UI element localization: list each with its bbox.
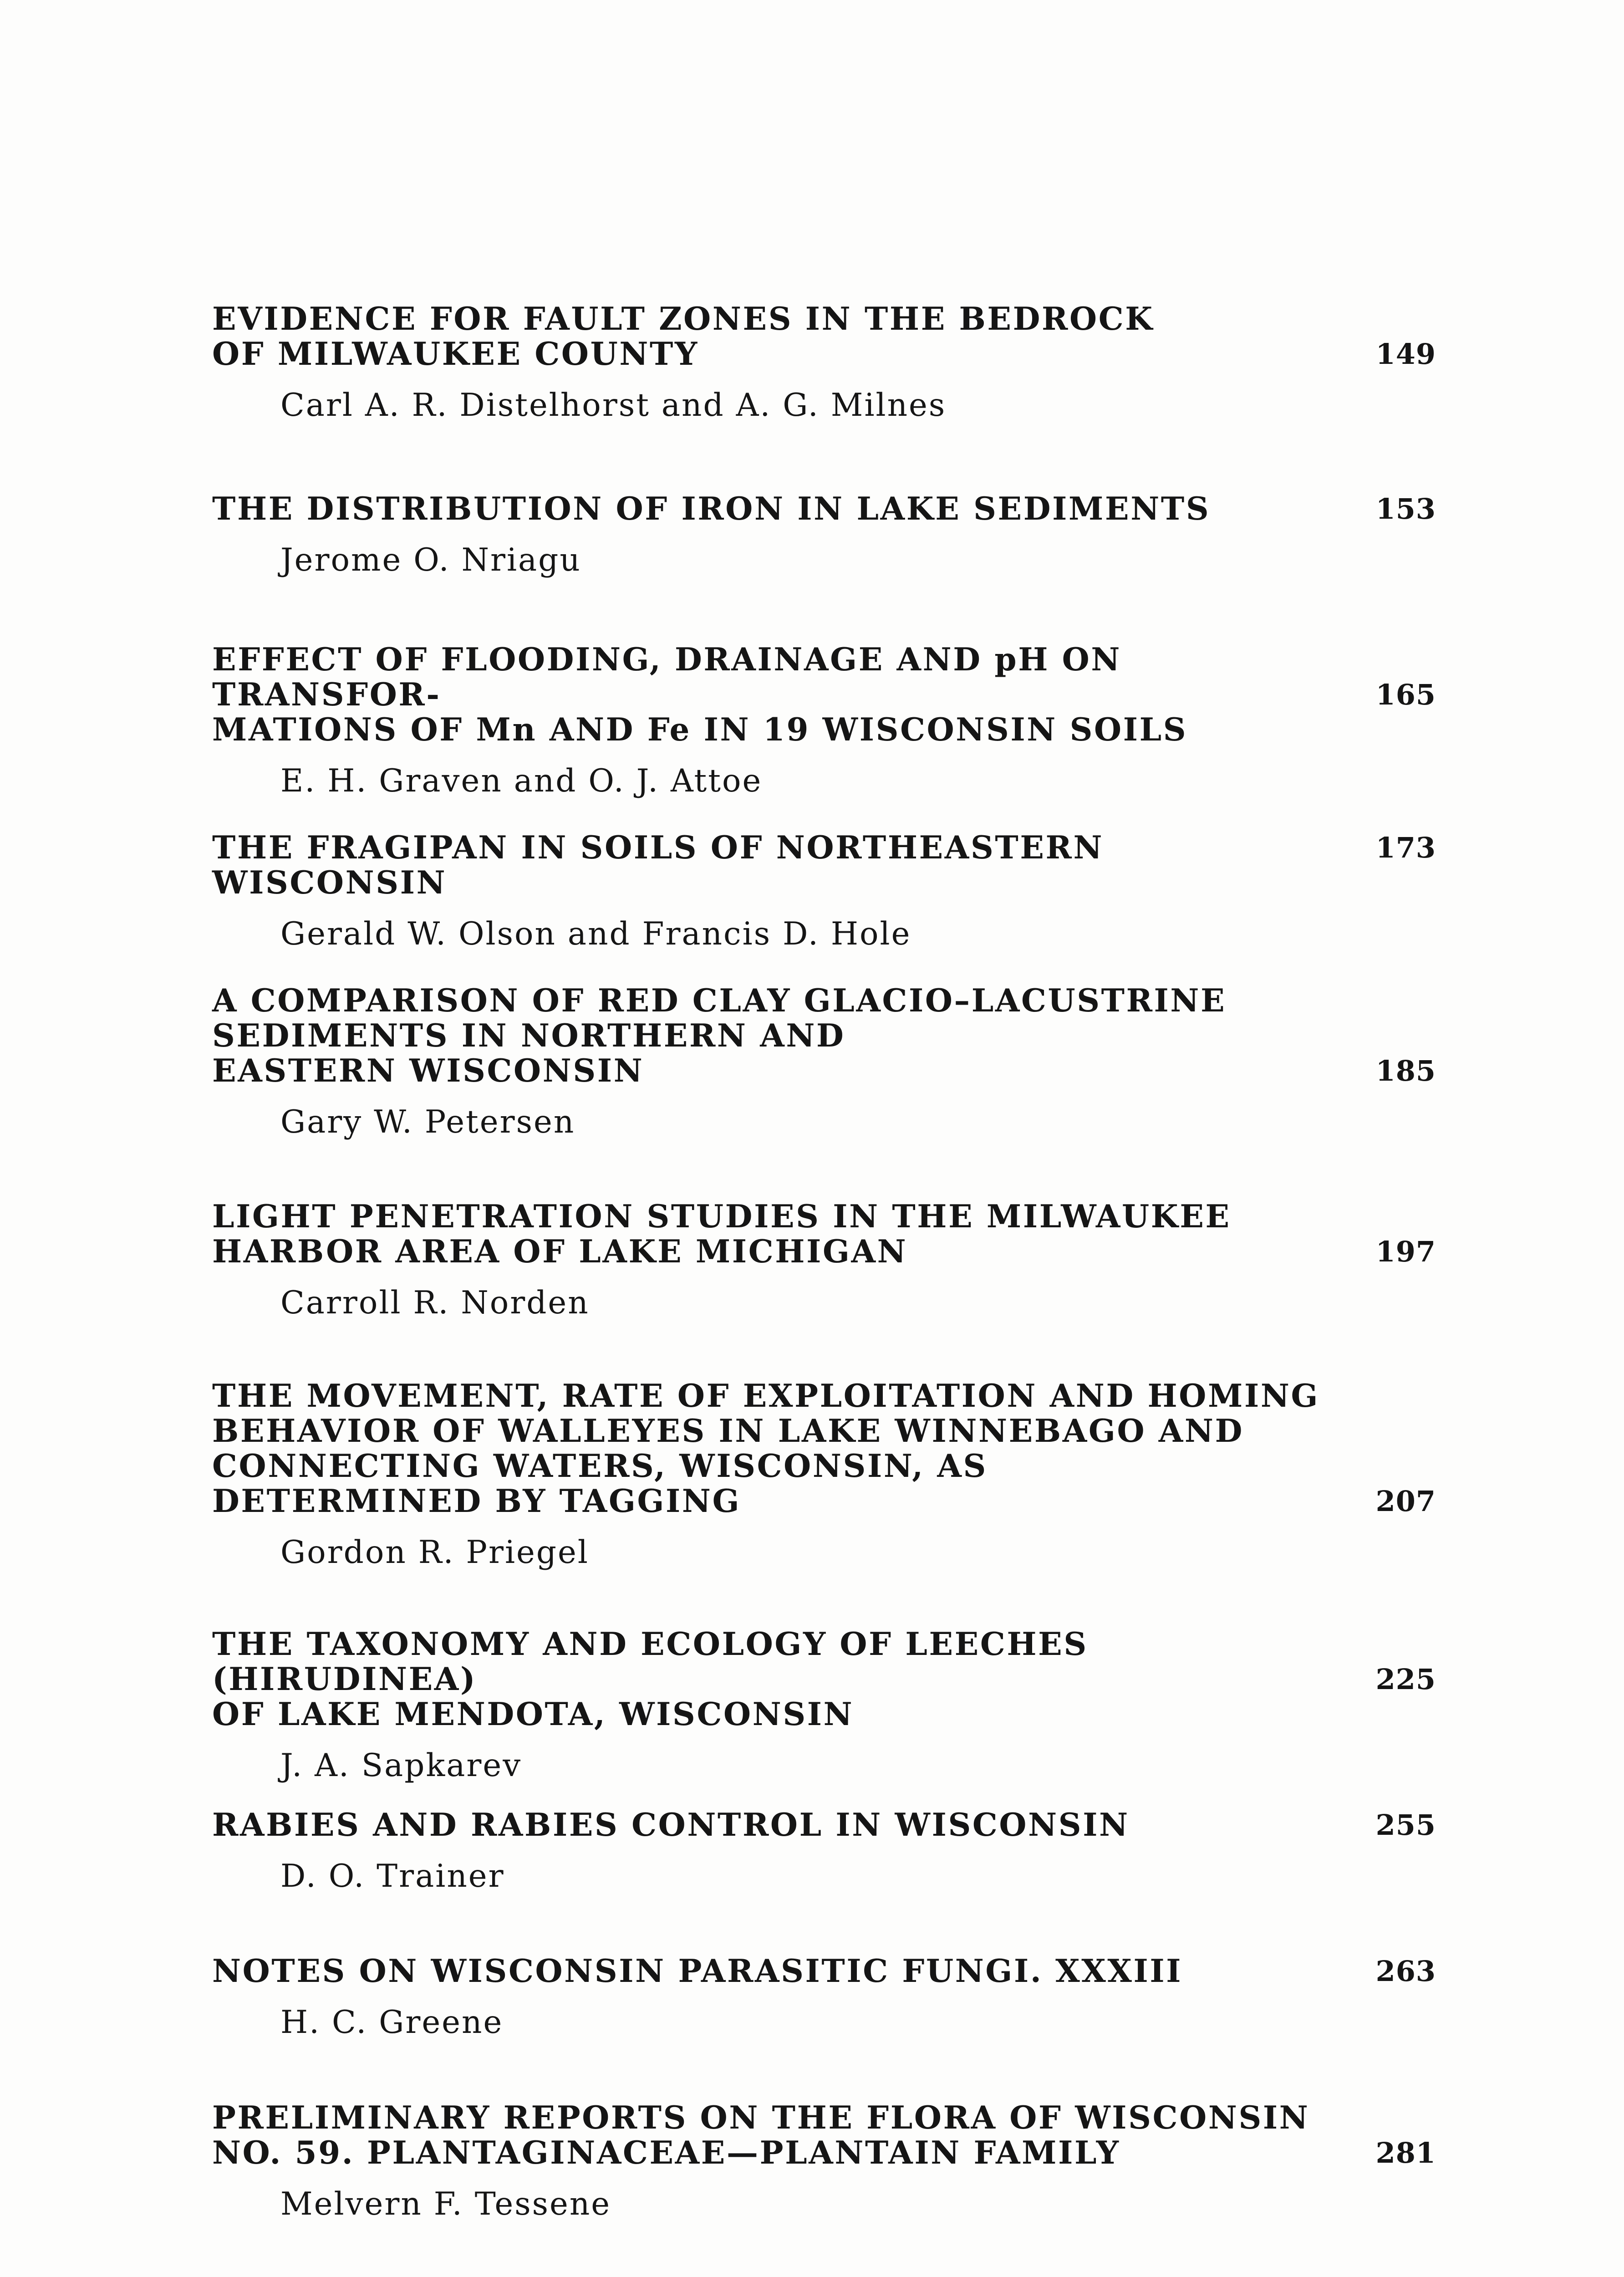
article-authors: H. C. Greene [280, 2004, 504, 2041]
article-authors: Gary W. Petersen [280, 1104, 575, 1140]
page-number: 173 [1375, 831, 1436, 864]
article-title: THE TAXONOMY AND ECOLOGY OF LEECHES (HIRUDINEA) OF LAKE MENDOTA, WISCONSIN [212, 1626, 1088, 1733]
page-number: 225 [1375, 1663, 1436, 1696]
page-number: 153 [1375, 492, 1436, 526]
toc-entry [212, 301, 1436, 423]
page-number: 165 [1375, 678, 1436, 711]
toc-entry [212, 983, 1436, 1140]
article-authors: Carl A. R. Distelhorst and A. G. Milnes [280, 387, 947, 424]
article-title: THE MOVEMENT, RATE OF EXPLOITATION AND HOMING BEHAVIOR OF WALLEYES IN LAKE WINNEBAGO AND CONNECTING WATERS, WISCONSIN, AS DETERMINED BY TAGGING [212, 1378, 1320, 1520]
page-number: 281 [1375, 2136, 1436, 2170]
article-authors: Melvern F. Tessene [280, 2186, 611, 2222]
toc-entry [212, 1807, 1436, 1894]
page-number: 197 [1375, 1235, 1436, 1268]
article-authors: D. O. Trainer [280, 1858, 505, 1894]
article-authors: E. H. Graven and O. J. Attoe [280, 763, 763, 799]
article-title: THE DISTRIBUTION OF IRON IN LAKE SEDIMENTS [212, 490, 1211, 527]
article-authors: J. A. Sapkarev [280, 1747, 522, 1784]
article-authors: Gerald W. Olson and Francis D. Hole [280, 916, 911, 952]
article-title: EFFECT OF FLOODING, DRAINAGE AND pH ON TRANSFOR- MATIONS OF Mn AND Fe IN 19 WISCONSIN SOILS [212, 641, 1188, 748]
page-number: 255 [1375, 1808, 1436, 1842]
page-number: 263 [1375, 1955, 1436, 1988]
toc-entry [212, 1199, 1436, 1321]
toc-entry [212, 1627, 1436, 1783]
article-title: A COMPARISON OF RED CLAY GLACIO–LACUSTRINE SEDIMENTS IN NORTHERN AND EASTERN WISCONSIN [212, 982, 1227, 1089]
article-title: THE FRAGIPAN IN SOILS OF NORTHEASTERN WISCONSIN [212, 829, 1104, 901]
page-number: 207 [1375, 1485, 1436, 1518]
toc-entry [212, 1954, 1436, 2040]
toc-entry [212, 491, 1436, 578]
article-title: EVIDENCE FOR FAULT ZONES IN THE BEDROCK OF MILWAUKEE COUNTY [212, 301, 1154, 373]
article-title: NOTES ON WISCONSIN PARASITIC FUNGI. XXXIII [212, 1953, 1183, 1990]
article-title: RABIES AND RABIES CONTROL IN WISCONSIN [212, 1807, 1130, 1843]
toc-entry [212, 642, 1436, 799]
article-title: LIGHT PENETRATION STUDIES IN THE MILWAUKEE HARBOR AREA OF LAKE MICHIGAN [212, 1198, 1231, 1270]
toc-entry [212, 2100, 1436, 2222]
page-number: 149 [1375, 337, 1436, 371]
article-title: PRELIMINARY REPORTS ON THE FLORA OF WISCONSIN NO. 59. PLANTAGINACEAE—PLANTAIN FAMILY [212, 2099, 1310, 2171]
page-number: 185 [1375, 1054, 1436, 1087]
article-authors: Carroll R. Norden [280, 1285, 590, 1321]
article-authors: Jerome O. Nriagu [280, 542, 581, 578]
article-authors: Gordon R. Priegel [280, 1534, 589, 1571]
toc-entry [212, 830, 1436, 952]
toc-entry [212, 1378, 1436, 1570]
